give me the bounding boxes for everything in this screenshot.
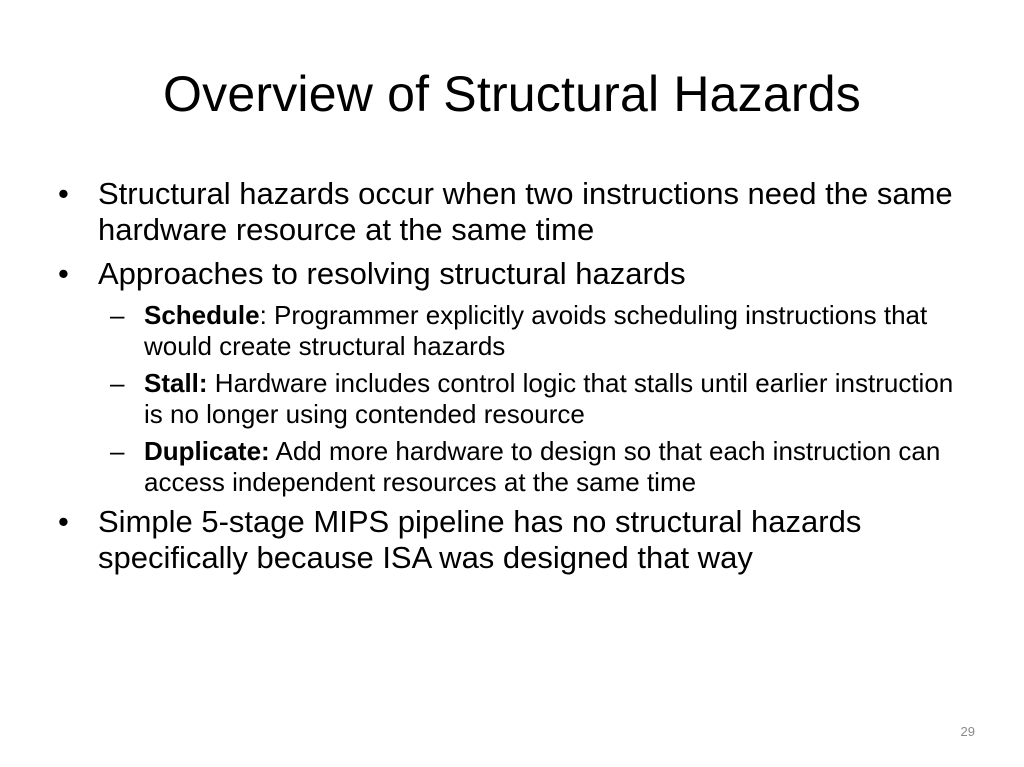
sub-bullet-marker: – — [110, 368, 125, 398]
sub-bullet-item — [58, 368, 978, 430]
bullet-item — [58, 176, 978, 248]
bullet-text: Simple 5-stage MIPS pipeline has no structural hazards specifically because ISA was designed that way — [98, 504, 862, 575]
page-number: 29 — [960, 724, 975, 739]
sub-bullet-text: : Programmer explicitly avoids scheduling instructions that would create structural hazards — [144, 300, 928, 361]
bullet-marker: • — [58, 176, 69, 211]
bullet-text: Approaches to resolving structural hazards — [98, 256, 686, 291]
sub-bullet-text: Hardware includes control logic that stalls until earlier instruction is no longer using contended resource — [144, 368, 954, 429]
sub-bullet-marker: – — [110, 300, 125, 330]
bullet-text: Structural hazards occur when two instructions need the same hardware resource at the same time — [98, 176, 953, 247]
bullet-list — [58, 176, 978, 584]
sub-bullet-label: Stall: — [144, 368, 208, 398]
sub-bullet-item — [58, 300, 978, 362]
sub-bullet-marker: – — [110, 436, 125, 466]
bullet-marker: • — [58, 504, 69, 539]
bullet-item — [58, 256, 978, 292]
bullet-item — [58, 504, 978, 576]
sub-bullet-item — [58, 436, 978, 498]
sub-bullet-label: Duplicate: — [144, 436, 270, 466]
slide-title: Overview of Structural Hazards — [163, 66, 861, 122]
sub-bullet-label: Schedule — [144, 300, 260, 330]
bullet-marker: • — [58, 256, 69, 291]
sub-bullet-text: Add more hardware to design so that each instruction can access independent resources at the same time — [144, 436, 941, 497]
